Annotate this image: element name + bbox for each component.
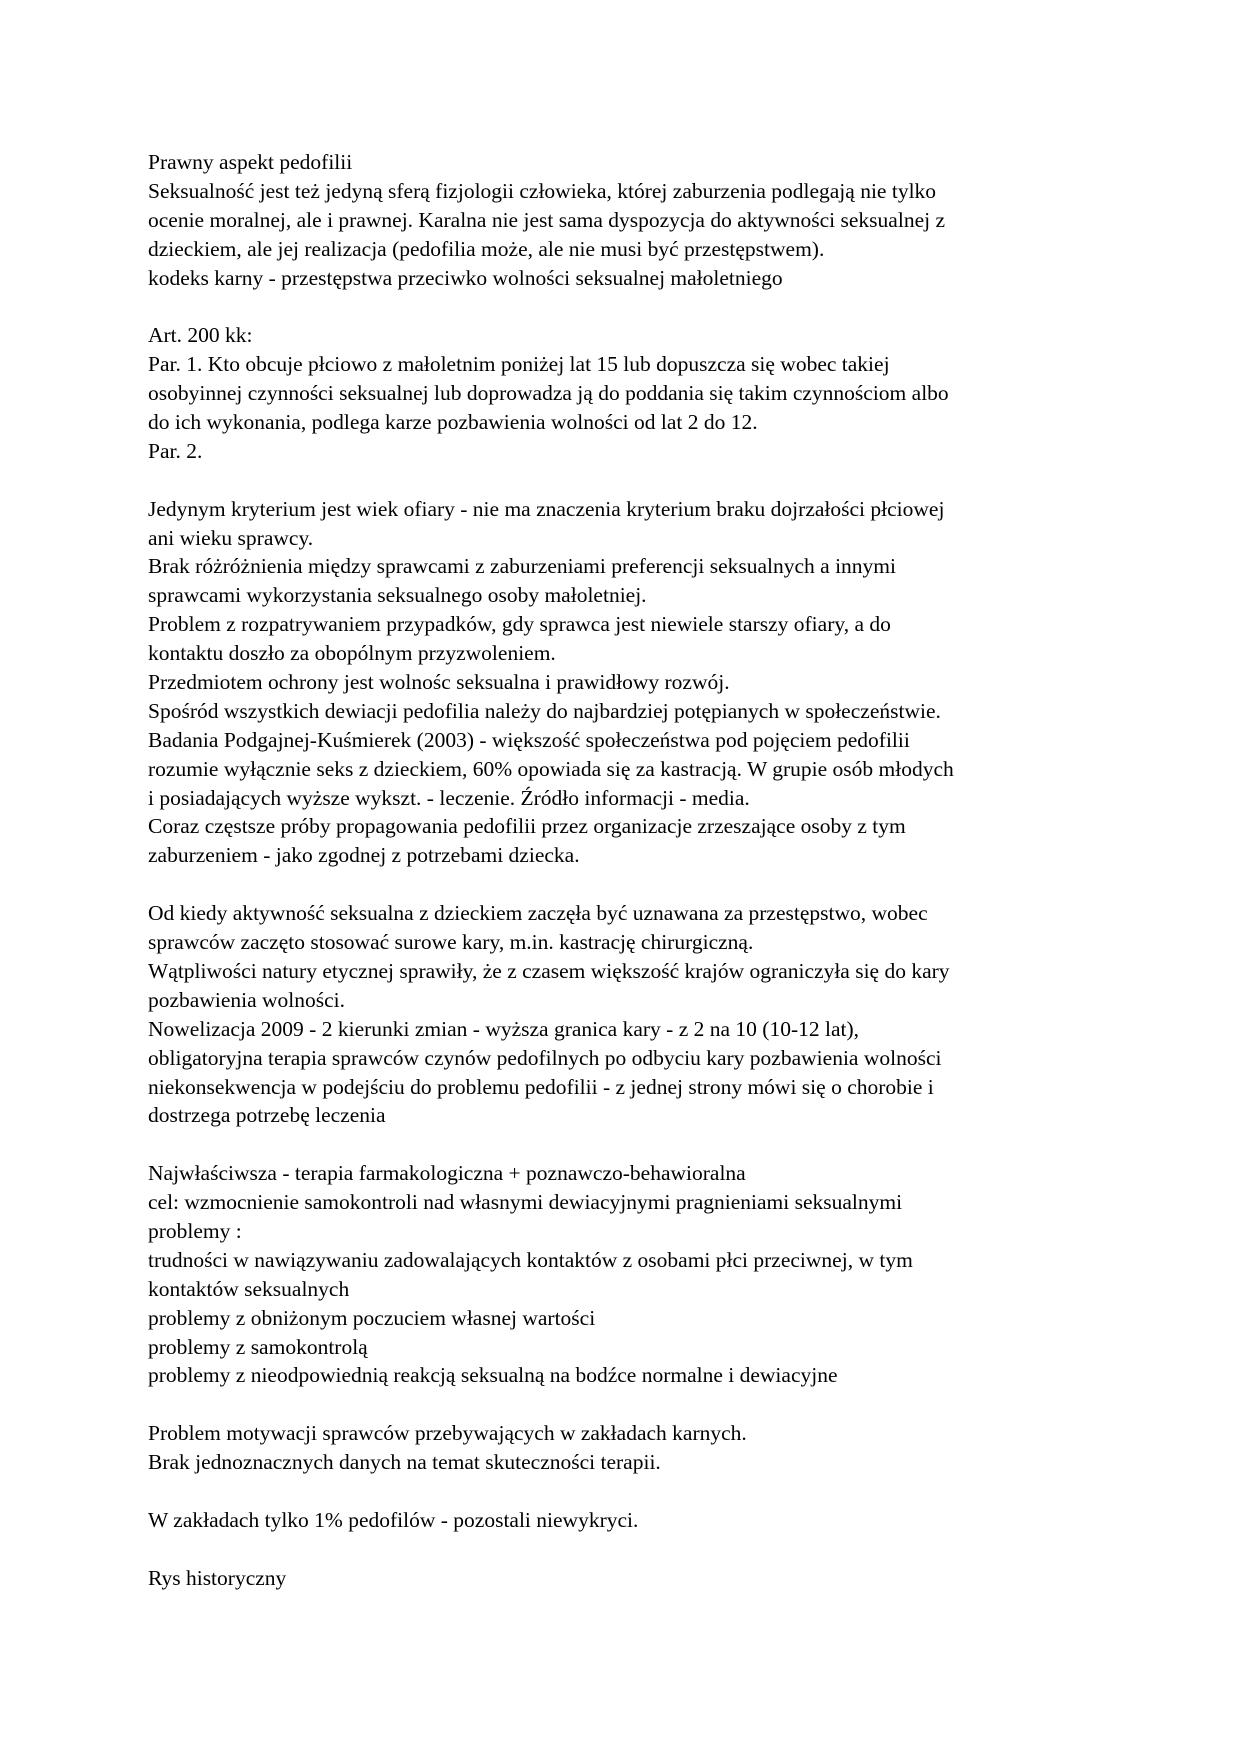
text-line: i posiadających wyższe wykszt. - leczenie. Źródło informacji - media. xyxy=(148,785,750,810)
text-line: Seksualność jest też jedyną sferą fizjologii człowieka, której zaburzenia podlegają nie tylko xyxy=(148,178,937,203)
text-line: Spośród wszystkich dewiacji pedofilia należy do najbardziej potępianych w społeczeństwie. xyxy=(148,698,941,723)
text-line: Rys historyczny xyxy=(148,1565,287,1590)
text-line: dzieckiem, ale jej realizacja (pedofilia może, ale nie musi być przestępstwem). xyxy=(148,236,825,261)
text-line: problemy z samokontrolą xyxy=(148,1334,368,1359)
text-line: problemy : xyxy=(148,1218,242,1243)
text-line: rozumie wyłącznie seks z dzieckiem, 60% opowiada się za kastracją. W grupie osób młodych xyxy=(148,756,954,781)
text-line: W zakładach tylko 1% pedofilów - pozostali niewykryci. xyxy=(148,1507,639,1532)
text-line: Brak różróżnienia między sprawcami z zaburzeniami preferencji seksualnych a innymi xyxy=(148,554,896,579)
blank-line xyxy=(148,1130,1098,1159)
text-line: Przedmiotem ochrony jest wolnośc seksualna i prawidłowy rozwój. xyxy=(148,670,730,695)
text-line: Prawny aspekt pedofilii xyxy=(148,150,353,174)
text-line: Par. 2. xyxy=(148,438,203,463)
text-line: Najwłaściwsza - terapia farmakologiczna + poznawczo-behawioralna xyxy=(148,1161,746,1186)
blank-line xyxy=(148,466,1098,495)
document-body xyxy=(148,148,1098,1593)
text-line: kodeks karny - przestępstwa przeciwko wolności seksualnej małoletniego xyxy=(148,265,783,290)
text-line: zaburzeniem - jako zgodnej z potrzebami dziecka. xyxy=(148,843,580,868)
text-line: osobyinnej czynności seksualnej lub doprowadza ją do poddania się takim czynnościom albo xyxy=(148,381,949,406)
text-line: Od kiedy aktywność seksualna z dzieckiem zaczęła być uznawana za przestępstwo, wobec xyxy=(148,901,928,926)
text-line: pozbawienia wolności. xyxy=(148,987,346,1012)
text-line: Problem z rozpatrywaniem przypadków, gdy sprawca jest niewiele starszy ofiary, a do xyxy=(148,612,891,637)
text-line: cel: wzmocnienie samokontroli nad własnymi dewiacyjnymi pragnieniami seksualnymi xyxy=(148,1190,903,1215)
text-line: obligatoryjna terapia sprawców czynów pedofilnych po odbyciu kary pozbawienia wolności xyxy=(148,1045,942,1070)
blank-line xyxy=(148,870,1098,899)
text-line: Problem motywacji sprawców przebywających w zakładach karnych. xyxy=(148,1421,747,1446)
text-line: kontaktów seksualnych xyxy=(148,1276,350,1301)
text-line: Jedynym kryterium jest wiek ofiary - nie ma znaczenia kryterium braku dojrzałości płciowej xyxy=(148,496,945,521)
text-line: Nowelizacja 2009 - 2 kierunki zmian - wyższa granica kary - z 2 na 10 (10-12 lat), xyxy=(148,1016,860,1041)
blank-line xyxy=(148,1535,1098,1564)
text-line: kontaktu doszło za obopólnym przyzwoleniem. xyxy=(148,641,556,666)
text-line: Brak jednoznacznych danych na temat skuteczności terapii. xyxy=(148,1450,661,1475)
text-line: ani wieku sprawcy. xyxy=(148,525,314,550)
text-line: sprawcami wykorzystania seksualnego osoby małoletniej. xyxy=(148,583,647,608)
blank-line xyxy=(148,1390,1098,1419)
text-line: Art. 200 kk: xyxy=(148,323,253,348)
text-line: trudności w nawiązywaniu zadowalających kontaktów z osobami płci przeciwnej, w tym xyxy=(148,1247,913,1272)
text-line: sprawców zaczęto stosować surowe kary, m.in. kastrację chirurgiczną. xyxy=(148,930,754,955)
text-line: Par. 1. Kto obcuje płciowo z małoletnim poniżej lat 15 lub dopuszcza się wobec takiej xyxy=(148,352,890,377)
text-line: Wątpliwości natury etycznej sprawiły, że z czasem większość krajów ograniczyła się do kary xyxy=(148,958,950,983)
text-line: Badania Podgajnej-Kuśmierek (2003) - większość społeczeństwa pod pojęciem pedofilii xyxy=(148,727,910,752)
text-line: niekonsekwencja w podejściu do problemu pedofilii - z jednej strony mówi się o chorobie i xyxy=(148,1074,934,1099)
text-line: ocenie moralnej, ale i prawnej. Karalna nie jest sama dyspozycja do aktywności seksualnej z xyxy=(148,207,946,232)
blank-line xyxy=(148,1477,1098,1506)
text-line: Coraz częstsze próby propagowania pedofilii przez organizacje zrzeszające osoby z tym xyxy=(148,814,906,839)
text-line: problemy z nieodpowiednią reakcją seksualną na bodźce normalne i dewiacyjne xyxy=(148,1363,838,1388)
blank-line xyxy=(148,292,1098,321)
text-line: do ich wykonania, podlega karze pozbawienia wolności od lat 2 do 12. xyxy=(148,410,758,435)
text-line: problemy z obniżonym poczuciem własnej wartości xyxy=(148,1305,596,1330)
text-line: dostrzega potrzebę leczenia xyxy=(148,1103,386,1128)
